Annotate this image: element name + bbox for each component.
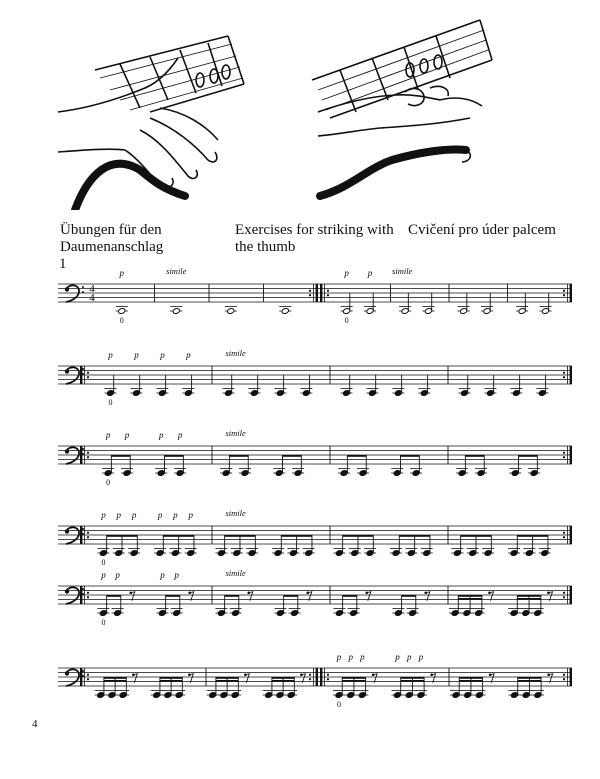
repeat-dot <box>87 456 89 458</box>
note-beam <box>461 535 492 537</box>
note-beam <box>225 535 256 537</box>
note-beam <box>518 455 537 457</box>
repeat-start-thick <box>80 366 82 384</box>
repeat-end-thick <box>570 586 572 604</box>
repeat-dot <box>87 532 89 534</box>
repeat-dot <box>563 456 565 458</box>
note-head <box>281 308 289 315</box>
repeat-end-thick <box>570 446 572 464</box>
note-beam <box>160 677 182 679</box>
repeat-dot <box>563 452 565 454</box>
simile-text: simile <box>225 348 246 358</box>
note-beam <box>402 595 416 597</box>
dynamic-p: p <box>115 570 120 580</box>
repeat-start-thick <box>80 586 82 604</box>
dynamic-p: p <box>336 652 342 662</box>
repeat-end-thick <box>570 526 572 544</box>
repeat-start-thick <box>80 526 82 544</box>
note-beam <box>229 455 248 457</box>
dynamic-p: p <box>105 430 111 440</box>
repeat-dot <box>563 372 565 374</box>
note-beam <box>282 455 301 457</box>
staff-system-1 <box>58 266 572 325</box>
repeat-dot <box>87 452 89 454</box>
simile-text: simile <box>392 266 413 276</box>
note-beam <box>107 595 121 597</box>
note-beam <box>517 535 548 537</box>
note-beam <box>164 455 183 457</box>
note-beam <box>281 535 312 537</box>
repeat-end-thick <box>570 668 572 686</box>
dynamic-p: p <box>124 430 130 440</box>
repeat-dot <box>563 596 565 598</box>
staff-system-4 <box>58 508 572 567</box>
repeat-dot <box>327 290 329 292</box>
note-beam <box>518 680 541 682</box>
dynamic-p: p <box>160 570 165 580</box>
dynamic-p: p <box>367 268 373 278</box>
repeat-dot <box>327 294 329 296</box>
note-beam <box>458 598 482 600</box>
dynamic-p: p <box>186 350 191 360</box>
note-beam <box>272 680 294 682</box>
dynamic-p: p <box>418 652 424 662</box>
note-beam <box>343 535 374 537</box>
staff-system-6 <box>58 652 572 709</box>
time-signature-bottom: 4 <box>89 292 95 304</box>
dynamic-p: p <box>395 652 400 662</box>
repeat-dot <box>563 678 565 680</box>
dynamic-p: p <box>174 570 179 580</box>
dynamic-p: p <box>159 430 164 440</box>
open-string-marker: 0 <box>344 316 349 325</box>
repeat-dot <box>563 376 565 378</box>
dynamic-p: p <box>406 652 412 662</box>
repeat-dot <box>327 674 329 676</box>
dynamic-p: p <box>108 350 113 360</box>
open-string-marker: 0 <box>119 316 124 325</box>
repeat-dot <box>87 376 89 378</box>
note-head <box>227 308 235 315</box>
dynamic-p: p <box>101 570 106 580</box>
repeat-dot <box>309 290 311 292</box>
dynamic-p: p <box>119 268 125 278</box>
dynamic-p: p <box>101 510 106 520</box>
dynamic-p: p <box>131 510 137 520</box>
open-string-marker: 0 <box>101 558 106 567</box>
repeat-dot <box>563 536 565 538</box>
dynamic-p: p <box>348 652 353 662</box>
repeat-dot <box>563 290 565 292</box>
exercise-number: 1 <box>59 256 67 272</box>
repeat-start-thick <box>320 668 322 686</box>
dynamic-p: p <box>173 510 178 520</box>
simile-text: simile <box>225 508 246 518</box>
open-string-marker: 0 <box>337 700 342 709</box>
repeat-dot <box>87 674 89 676</box>
dynamic-p: p <box>157 510 163 520</box>
staff-system-5 <box>58 568 572 627</box>
open-string-marker: 0 <box>101 618 106 627</box>
dynamic-p: p <box>360 652 365 662</box>
time-signature-top: 4 <box>89 283 95 295</box>
caption-english: Exercises for striking with the thumb <box>235 222 394 255</box>
repeat-end-thick <box>316 668 318 686</box>
note-beam <box>342 680 365 682</box>
note-beam <box>284 595 298 597</box>
simile-text: simile <box>225 428 246 438</box>
note-beam <box>517 598 541 600</box>
repeat-dot <box>87 536 89 538</box>
note-beam <box>104 680 126 682</box>
note-beam <box>160 680 182 682</box>
note-beam <box>347 455 366 457</box>
repeat-end-thick <box>570 366 572 384</box>
note-beam <box>272 677 294 679</box>
note-beam <box>518 677 541 679</box>
note-beam <box>459 680 482 682</box>
bass-clef <box>65 285 84 302</box>
repeat-start-thick <box>320 284 322 302</box>
caption-czech: Cvičení pro úder palcem <box>408 222 556 238</box>
note-beam <box>166 595 180 597</box>
dynamic-p: p <box>134 350 139 360</box>
note-beam <box>401 680 424 682</box>
note-beam <box>401 677 424 679</box>
repeat-dot <box>309 294 311 296</box>
dynamic-p: p <box>188 510 194 520</box>
staff-system-3 <box>58 428 572 487</box>
note-beam <box>216 677 238 679</box>
note-beam <box>216 680 238 682</box>
note-head <box>118 308 126 315</box>
note-beam <box>163 535 194 537</box>
open-string-marker: 0 <box>108 398 113 407</box>
repeat-start-thick <box>80 446 82 464</box>
note-beam <box>465 455 484 457</box>
note-beam <box>517 595 541 597</box>
repeat-end-thick <box>570 284 572 302</box>
dynamic-p: p <box>160 350 165 360</box>
repeat-dot <box>563 674 565 676</box>
repeat-dot <box>87 592 89 594</box>
dynamic-p: p <box>177 430 183 440</box>
repeat-dot <box>87 372 89 374</box>
repeat-dot <box>563 592 565 594</box>
repeat-dot <box>563 294 565 296</box>
note-beam <box>343 595 357 597</box>
simile-text: simile <box>166 266 187 276</box>
repeat-dot <box>309 678 311 680</box>
dynamic-p: p <box>344 268 349 278</box>
repeat-dot <box>87 596 89 598</box>
note-beam <box>399 535 430 537</box>
note-beam <box>111 455 130 457</box>
staff-system-2 <box>58 348 572 407</box>
caption-german: Übungen für den Daumenanschlag <box>60 222 164 255</box>
open-string-marker: 0 <box>106 478 111 487</box>
simile-text: simile <box>225 568 246 578</box>
dynamic-p: p <box>116 510 122 520</box>
repeat-dot <box>309 674 311 676</box>
note-beam <box>458 595 482 597</box>
repeat-dot <box>327 678 329 680</box>
page-number: 4 <box>32 718 38 730</box>
note-head <box>172 308 180 315</box>
repeat-dot <box>87 678 89 680</box>
repeat-dot <box>563 532 565 534</box>
note-beam <box>400 455 419 457</box>
note-beam <box>225 595 239 597</box>
repeat-end-thick <box>316 284 318 302</box>
repeat-start-thick <box>80 668 82 686</box>
note-beam <box>342 677 365 679</box>
note-beam <box>459 677 482 679</box>
note-beam <box>104 677 126 679</box>
note-beam <box>107 535 138 537</box>
